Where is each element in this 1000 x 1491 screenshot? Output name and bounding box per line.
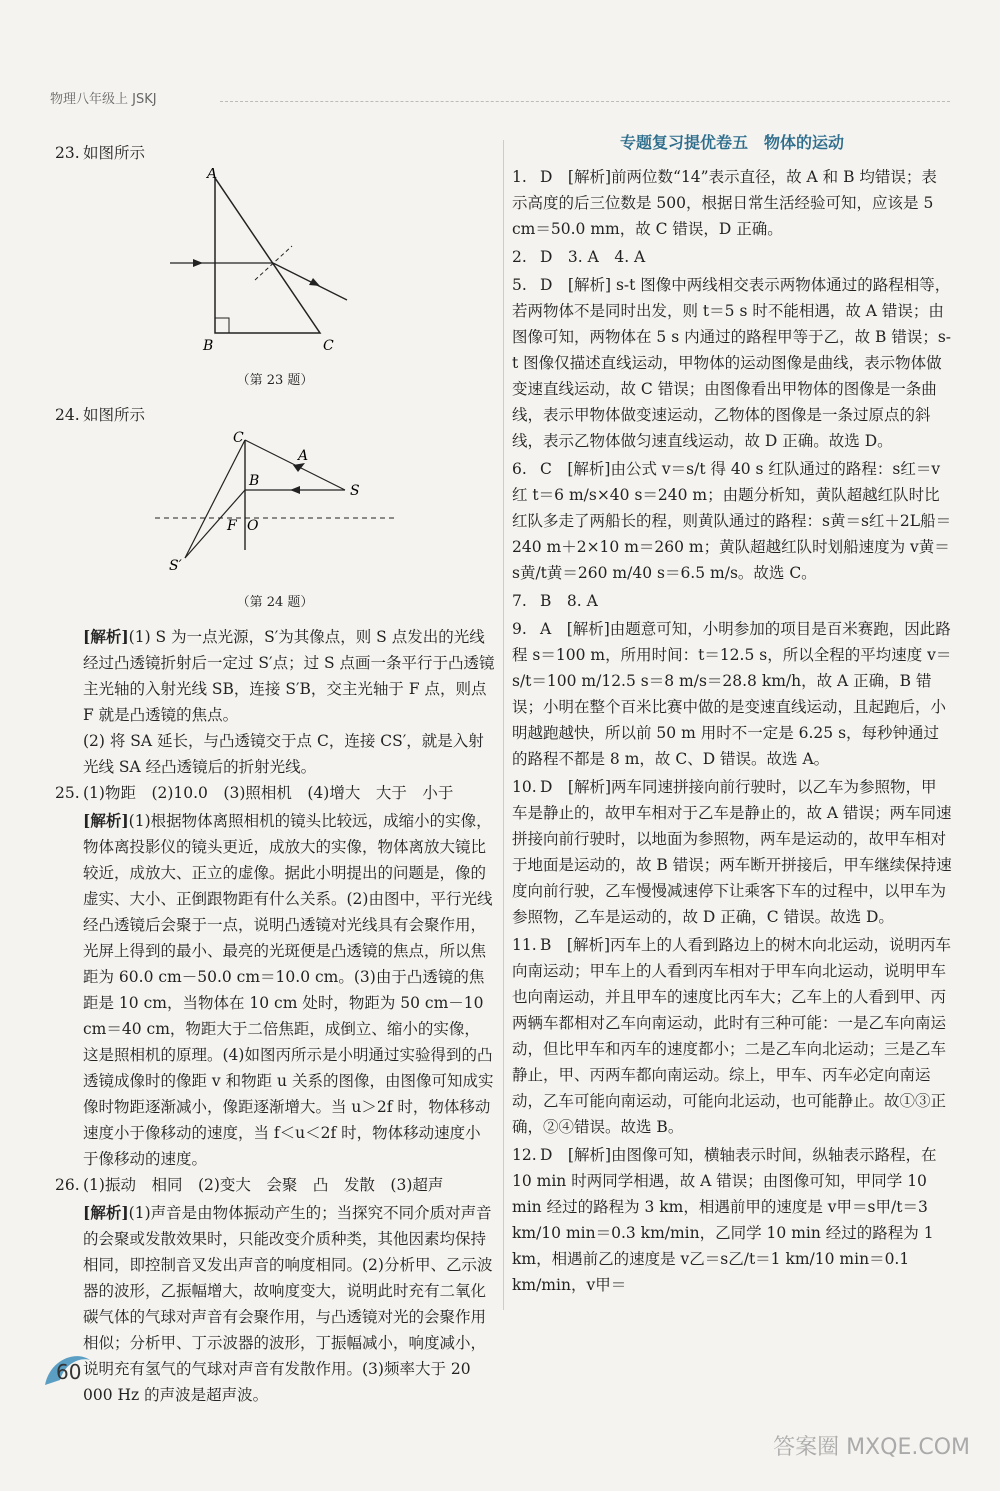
item-text: D [解析]两车同速拼接向前行驶时，以乙车为参照物，甲车是静止的，故甲车相对于乙车是静止的，故 A 错误；两车同速拼接向前行驶时，以地面为参照物，两车是运动的，故甲车相对于地面是运动的，故 B 错误；两车断开拼接后，甲车继续保持速度向前行驶，乙车慢慢减速停下让乘客下车的过程中，以甲车为参照物，乙车是运动的，故 D 正确，C 错误。故选 D。 <box>512 778 952 926</box>
question-23 <box>55 140 495 166</box>
question-text: 如图所示 <box>83 406 146 424</box>
answer-text: (1)物距 (2)10.0 (3)照相机 (4)增大 大于 小于 <box>83 784 454 802</box>
analysis-text: (1)声音是由物体振动产生的；当探究不同介质对声音的会聚或发散效果时，只能改变介质种类，其他因素均保持相同，即控制音叉发出声音的响度相同。(2)分析甲、乙示波器的波形，乙振幅增大，故响度变大，说明此时充有二氧化碳气体的气球对声音有会聚作用，与凸透镜对光的会聚作用相似；分析甲、丁示波器的波形，丁振幅减小，响度减小，说明充有氢气的气球对声音有发散作用。(3)频率大于 20 000 Hz 的声波是超声波。 <box>83 1204 493 1404</box>
analysis-text: (1) S 为一点光源，S′为其像点，则 S 点发出的光线经过凸透镜折射后一定过 S′点；过 S 点画一条平行于凸透镜主光轴的入射光线 SB，连接 S′B，交主光轴于 F 点，则点 F 就是凸透镜的焦点。 <box>83 628 495 724</box>
answer-item <box>512 616 952 772</box>
item-number: 5. <box>512 276 527 294</box>
section-title: 专题复习提优卷五 物体的运动 <box>619 133 844 152</box>
item-text: B 8. A <box>540 592 598 610</box>
item-text: D [解析]由图像可知，横轴表示时间，纵轴表示路程，在 10 min 时两同学相遇，故 A 错误；由图像可知，甲同学 10 min 经过的路程为 3 km，相遇前甲的速度是 v甲＝s甲/t＝3 km/10 min＝0.3 km/min，乙同学 10 min 经过的路程为 1 km，相遇前乙的速度是 v乙＝s乙/t＝1 km/10 min＝0.1 km/min，v甲＝ <box>512 1146 937 1294</box>
item-text: D [解析]前两位数“14”表示直径，故 A 和 B 均错误；表示高度的后三位数是 500，根据日常生活经验可知，应该是 5 cm＝50.0 mm，故 C 错误，D 正确。 <box>512 168 937 238</box>
analysis-tag: [解析] <box>83 1203 129 1222</box>
item-number: 1. <box>512 168 527 186</box>
item-text: D [解析] s-t 图像中两线相交表示两物体通过的路程相等，若两物体不是同时出发，则 t＝5 s 时不能相遇，故 A 错误；由图像可知，两物体在 5 s 内通过的路程甲等于乙，故 B 错误；s-t 图像仅描述直线运动，甲物体的运动图像是曲线，表示物体做变速直线运动，故 C 错误；由图像看出甲物体的图像是一条曲线，表示甲物体做变速运动，乙物体的图像是一条过原点的斜线，表示乙物体做匀速直线运动，故 D 正确。故选 D。 <box>512 276 952 450</box>
item-number: 7. <box>512 592 527 610</box>
item-text: C [解析]由公式 v＝s/t 得 40 s 红队通过的路程：s红＝v红 t＝6 m/s×40 s＝240 m；由题分析知，黄队超越红队时比红队多走了两船长的程，则黄队通过的路程：s黄＝s红＋2L船＝240 m＋2×10 m＝260 m；黄队超越红队时划船速度为 v黄＝s黄/t黄＝260 m/40 s＝6.5 m/s。故选 C。 <box>512 460 952 582</box>
question-24 <box>55 402 495 428</box>
answer-item <box>512 1142 952 1298</box>
question-26-analysis <box>55 1200 495 1408</box>
column-divider <box>503 140 504 1310</box>
label-S-prime: S′ <box>169 558 182 574</box>
figure-23 <box>55 168 495 366</box>
label-A: A <box>298 448 309 464</box>
item-number: 2. <box>512 248 527 266</box>
figure-24-caption: （第 24 题） <box>236 595 314 610</box>
item-number: 10. <box>512 778 537 796</box>
left-column <box>55 140 495 1408</box>
analysis-text: (1)根据物体离照相机的镜头比较远，成缩小的实像，物体离投影仪的镜头更近，成放大的实像，物体离放大镜比较近，成放大、正立的虚像。据此小明提出的问题是，像的虚实、大小、正倒跟物距有什么关系。(2)由图中，平行光线经凸透镜后会聚于一点，说明凸透镜对光线具有会聚作用，光屏上得到的最小、最亮的光斑便是凸透镜的焦点，所以焦距为 60.0 cm－50.0 cm＝10.0 cm。(3)由于凸透镜的焦距是 10 cm，当物体在 10 cm 处时，物距为 50 cm－10 cm＝40 cm，物距大于二倍焦距，成倒立、缩小的实像，这是照相机的原理。(4)如图丙所示是小明通过实验得到的凸透镜成像时的像距 v 和物距 u 关系的图像，由图像可知成实像时物距逐渐减小，像距逐渐增大。当 u＞2f 时，物体移动速度小于像移动的速度，当 f＜u＜2f 时，物体移动速度小于像移动的速度。 <box>83 812 494 1168</box>
answer-item <box>512 164 952 242</box>
item-text: A [解析]由题意可知，小明参加的项目是百米赛跑，因此路程 s＝100 m，所用时间：t＝12.5 s，所以全程的平均速度 v＝s/t＝100 m/12.5 s＝8 m/s＝28.8 km/h，故 A 正确，B 错误；小明在整个百米比赛中做的是变速直线运动，且起跑后，小明越跑越快，所以前 50 m 用时不一定是 6.25 s，每秒钟通过的路程不都是 8 m，故 C、D 错误。故选 A。 <box>512 620 952 768</box>
label-F: F <box>227 518 237 534</box>
header-rule <box>220 101 950 102</box>
question-25 <box>55 780 495 806</box>
item-number: 9. <box>512 620 527 638</box>
item-number: 6. <box>512 460 527 478</box>
running-header: 物理八年级上 JSKJ <box>50 92 157 107</box>
answer-item <box>512 456 952 586</box>
question-number: 26. <box>55 1176 80 1194</box>
item-number: 11. <box>512 936 537 954</box>
question-number: 24. <box>55 406 80 424</box>
question-text: 如图所示 <box>83 144 146 162</box>
item-number: 12. <box>512 1146 537 1164</box>
answer-list <box>512 164 952 1298</box>
label-C: C <box>323 338 334 354</box>
label-B: B <box>203 338 214 354</box>
figure-24 <box>55 430 495 588</box>
answer-item <box>512 272 952 454</box>
prism-diagram <box>155 168 395 358</box>
label-S: S <box>350 483 360 499</box>
item-text: D 3. A 4. A <box>540 248 646 266</box>
right-column <box>512 130 952 1300</box>
analysis-tag: [解析] <box>83 627 129 646</box>
lens-diagram <box>145 430 405 580</box>
answer-item <box>512 932 952 1140</box>
item-text: B [解析]丙车上的人看到路边上的树木向北运动，说明丙车向南运动；甲车上的人看到丙车相对于甲车向北运动，说明甲车也向南运动，并且甲车的速度比丙车大；乙车上的人看到甲、丙两辆车都相对乙车向南运动，此时有三种可能：一是乙车向南运动，但比甲车和丙车的速度都小；二是乙车向北运动；三是乙车静止，甲、丙两车都向南运动。综上，甲车、丙车必定向南运动，乙车可能向南运动，可能向北运动，也可能静止。故①③正确，②④错误。故选 B。 <box>512 936 951 1136</box>
answer-item <box>512 774 952 930</box>
question-24-analysis <box>55 624 495 780</box>
analysis-text-2: (2) 将 SA 延长，与凸透镜交于点 C，连接 CS′，就是入射光线 SA 经凸透镜后的折射光线。 <box>83 732 484 776</box>
label-C: C <box>233 430 244 446</box>
question-number: 23. <box>55 144 80 162</box>
analysis-tag: [解析] <box>83 811 129 830</box>
question-25-analysis <box>55 808 495 1172</box>
answer-text: (1)振动 相同 (2)变大 会聚 凸 发散 (3)超声 <box>83 1176 444 1194</box>
question-number: 25. <box>55 784 80 802</box>
label-O: O <box>247 518 259 534</box>
page-number: 60 <box>56 1360 82 1384</box>
label-A: A <box>207 168 218 182</box>
answer-item <box>512 588 952 614</box>
figure-23-caption: （第 23 题） <box>236 373 314 388</box>
watermark: 答案圈 MXQE.COM <box>773 1435 970 1460</box>
label-B: B <box>249 473 260 489</box>
question-26 <box>55 1172 495 1198</box>
answer-item <box>512 244 952 270</box>
